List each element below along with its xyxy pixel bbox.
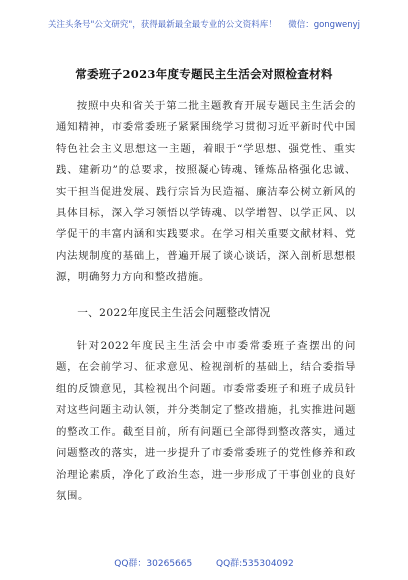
- section-paragraph: 针对2022年度民主生活会中市委常委班子查摆出的问题，在会前学习、征求意见、检视剖析的基础上，结合委指导组的反馈意见，其检视出个问题。市委常委班子和班子成员针对这些问题主动认领，并分类制定了整改措施，扎实推进问题的整改工作。截至目前，所有问题已全部得到整改落实，通过问题整改的落实，进一步提升了市委常委班子的党性修养和政治理论素质，净化了政治生态，进一步形成了干事创业的良好氛围。: [56, 340, 356, 502]
- promo-text: 关注头条号"公文研究"，获得最新最全最专业的公文资料库！: [47, 20, 277, 30]
- qq-group-2: QQ群:535304092: [215, 559, 294, 569]
- section-heading: 一、2022年度民主生活会问题整改情况: [77, 306, 271, 319]
- document-body: [56, 96, 356, 507]
- intro-paragraph: 按照中央和省关于第二批主题教育开展专题民主生活会的通知精神，市委常委班子紧紧围绕学习贯彻习近平新时代中国特色社会主义思想这一主题，着眼于“学思想、强党性、重实践、建新功”的总要求，按照凝心铸魂、锤炼品格强化忠诚、实干担当促进发展、践行宗旨为民造福、廉洁奉公树立新风的具体目标，深入学习领悟以学铸魂、以学增智、以学正风、以学促干的丰富内涵和实践要求。在学习相关重要文献材料、党内法规制度的基础上，普遍开展了谈心谈话，深入剖析思想根源，明确努力方向和整改措施。: [56, 100, 356, 284]
- wechat-id: 微信：gongwenyj: [288, 20, 361, 30]
- qq-footer: [0, 556, 408, 569]
- document-title: 常委班子2023年度专题民主生活会对照检查材料: [75, 67, 333, 81]
- promo-header: [0, 18, 408, 30]
- qq-group-1: QQ群：30265665: [114, 559, 193, 569]
